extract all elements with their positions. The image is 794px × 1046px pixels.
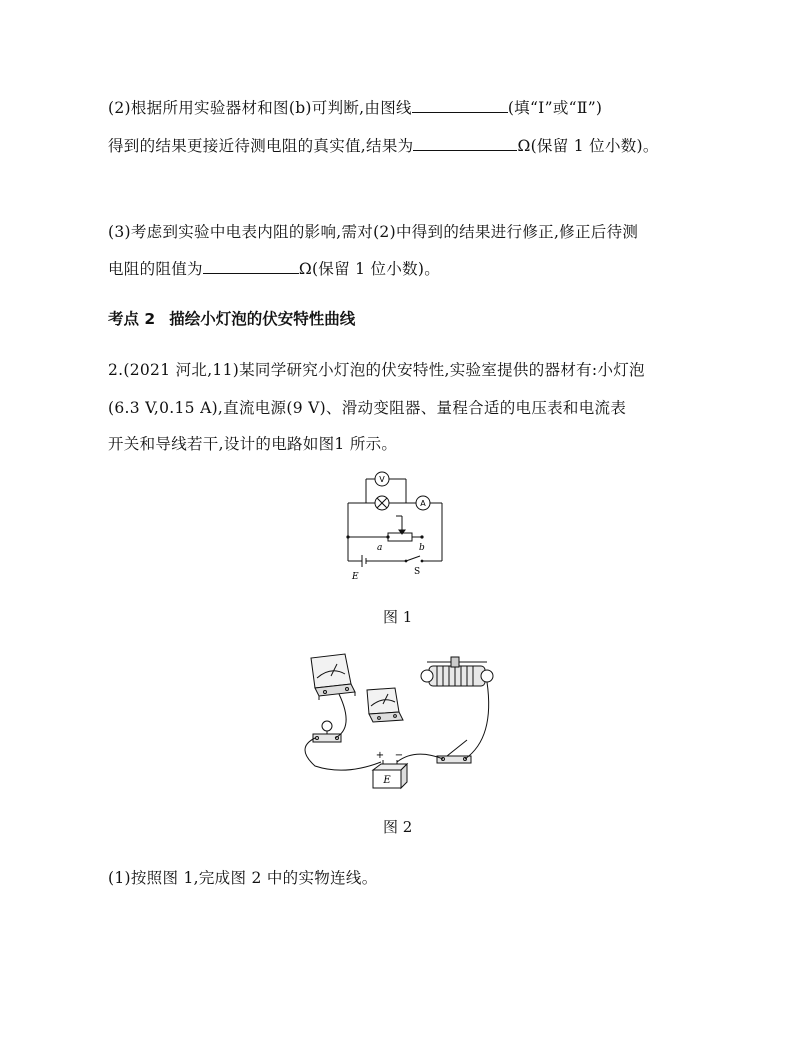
wire-1 — [335, 694, 346, 738]
part1-line: (1)按照图 1,完成图 2 中的实物连线。 — [108, 869, 378, 887]
switch-icon — [406, 556, 420, 561]
plus-terminal-label: + — [375, 750, 385, 761]
problem2-line3: 开关和导线若干,设计的电路如图1 所示。 — [108, 435, 398, 453]
lamp-device-icon — [313, 721, 341, 742]
wire-3 — [397, 754, 443, 762]
ammeter-label: A — [420, 499, 426, 508]
label-S: S — [414, 567, 421, 577]
q2-part2-line1: (2)根据所用实验器材和图(b)可判断,由图线 (填“Ⅰ”或“Ⅱ”) — [108, 96, 602, 118]
battery-label: E — [383, 775, 391, 786]
circuit-diagram — [340, 472, 460, 582]
answer-blank-corrected[interactable] — [203, 258, 299, 275]
switch-device-icon — [437, 740, 471, 763]
wire-2 — [305, 738, 381, 770]
figure2-caption: 图 2 — [383, 818, 413, 836]
apparatus-diagram — [295, 648, 505, 798]
voltmeter-label: V — [379, 475, 385, 484]
label-E: E — [352, 572, 359, 582]
answer-blank-curve[interactable] — [412, 97, 508, 114]
section-heading: 考点 2 描绘小灯泡的伏安特性曲线 — [108, 310, 356, 328]
minus-terminal-label: − — [394, 750, 404, 761]
label-b: b — [419, 543, 425, 553]
rheostat-icon — [388, 533, 412, 541]
q2-part2-line2: 得到的结果更接近待测电阻的真实值,结果为 Ω(保留 1 位小数)。 — [108, 134, 659, 156]
answer-blank-result[interactable] — [413, 135, 517, 152]
problem2-line1: 2.(2021 河北,11)某同学研究小灯泡的伏安特性,实验室提供的器材有:小灯泡 — [108, 361, 645, 379]
q2-part3-line1: (3)考虑到实验中电表内阻的影响,需对(2)中得到的结果进行修正,修正后待测 — [108, 223, 639, 241]
meter-left-icon — [311, 654, 355, 700]
label-a: a — [377, 543, 383, 553]
wire-4 — [465, 682, 489, 759]
problem2-line2: (6.3 V,0.15 A),直流电源(9 V)、滑动变阻器、量程合适的电压表和电流表 — [108, 399, 627, 417]
q2-part3-line2: 电阻的阻值为 Ω(保留 1 位小数)。 — [108, 257, 440, 279]
rheostat-device-icon — [421, 657, 493, 686]
figure1-caption: 图 1 — [383, 608, 413, 626]
meter-middle-icon — [367, 688, 403, 722]
